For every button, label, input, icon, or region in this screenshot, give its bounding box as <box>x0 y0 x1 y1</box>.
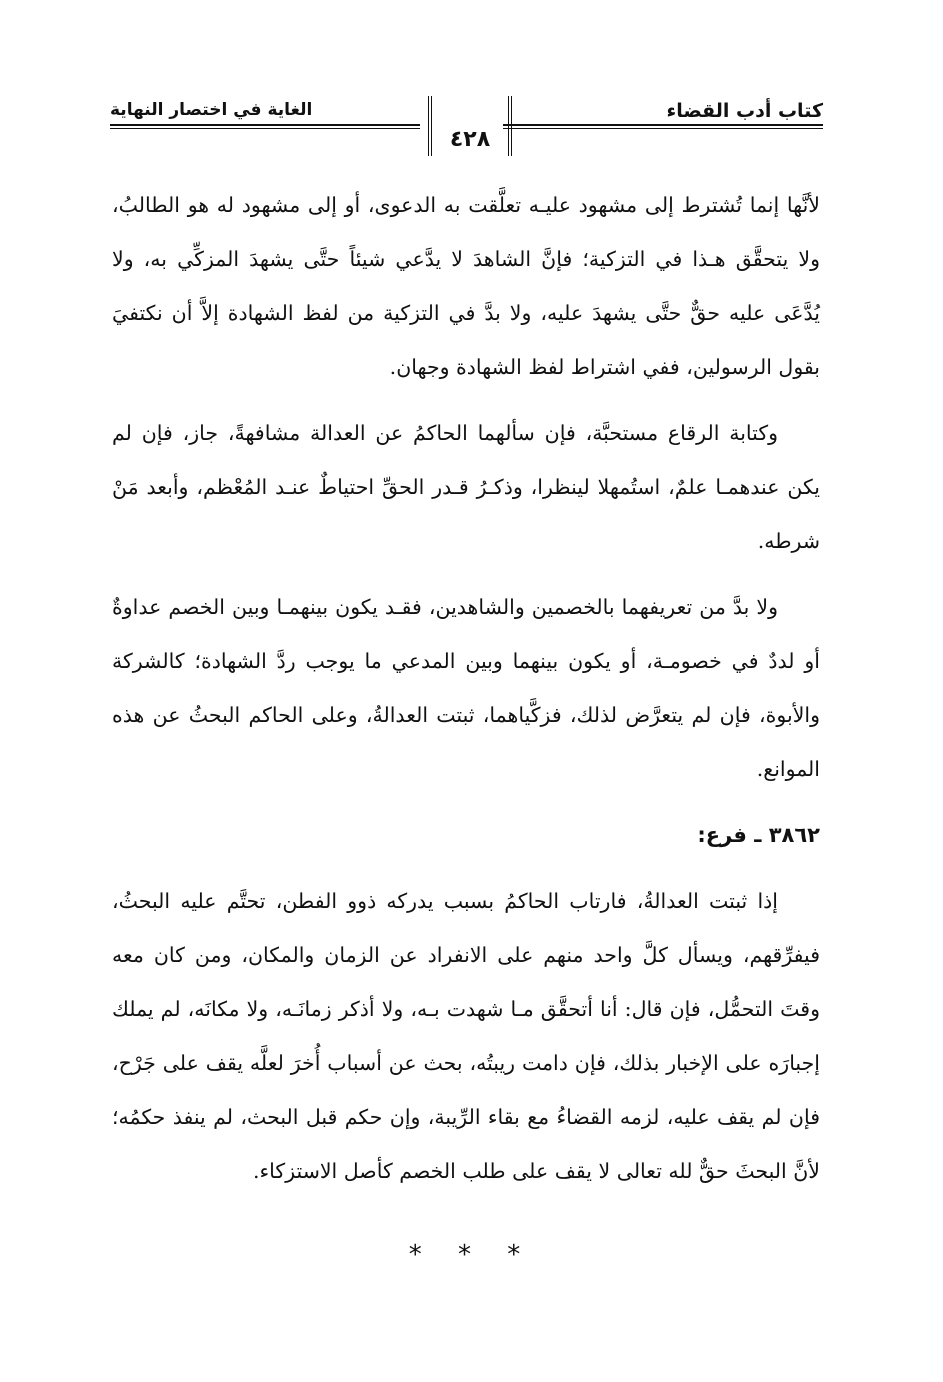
paragraph-2: وكتابة الرقاع مستحبَّة، فإن سألهما الحاكمُ عن العدالة مشافهةً، جاز، فإن لم يكن عندهمـا علمٌ، استُمهلا لينظرا، وذكـرُ قـدر الحقِّ احتياطٌ عنـد المُعْظم، وأبعد مَنْ شرطه. <box>112 421 820 553</box>
branch-heading: ٣٨٦٢ ـ فرع: <box>697 823 820 847</box>
end-marker: * * * <box>408 1240 535 1270</box>
header-rule-right <box>503 124 823 126</box>
branch-paragraph: إذا ثبتت العدالةُ، فارتاب الحاكمُ بسبب يدركه ذوو الفطن، تحتَّم عليه البحثُ، فيفرِّقهم، ويسأل كلَّ واحد منهم على الانفراد عن الزمان والمكان، ومن كان معه وقتَ التحمُّل، فإن قال: أنا أتحقَّق مـا شهدت بـه، ولا أذكر زمانَـه، ولا مكانَه، لم يملك إجبارَه على الإخبار بذلك، فإن دامت ريبتُه، بحث عن أسباب أُخرَ لعلَّه يقف على جَرْح، فإن لم يقف عليه، لزمه القضاءُ مع بقاء الرِّيبة، وإن حكم قبل البحث، لم ينفذ حكمُه؛ لأنَّ البحثَ حقٌّ لله تعالى لا يقف على طلب الخصم كأصل الاستزكاء. <box>112 889 820 1183</box>
book-title: الغاية في اختصار النهاية <box>110 100 313 120</box>
paragraph-3: ولا بدَّ من تعريفهما بالخصمين والشاهدين، فقـد يكون بينهمـا وبين الخصم عداوةٌ أو لددٌ في خصومـة، أو يكون بينهما وبين المدعي ما يوجب ردَّ الشهادة؛ كالشركة والأبوة، فإن لم يتعرَّض لذلك، فزكَّياهما، ثبتت العدالةُ، وعلى الحاكم البحثُ عن هذه الموانع. <box>112 595 820 781</box>
header-rule-left <box>110 124 420 126</box>
page-body <box>112 178 820 1210</box>
paragraph-1: لأنَّها إنما تُشترط إلى مشهود عليـه تعلَّقت به الدعوى، أو إلى مشهود له هو الطالبُ، ولا يتحقَّق هـذا في التزكية؛ فإنَّ الشاهدَ لا يدَّعي شيئاً حتَّى يشهدَ المزكِّي به، ولا يُدَّعَى عليه حقٌّ حتَّى يشهدَ عليه، ولا بدَّ في التزكية من لفظ الشهادة إلاَّ أن نكتفيَ بقول الرسولين، ففي اشتراط لفظ الشهادة وجهان. <box>112 193 820 379</box>
page-number-frame <box>428 96 512 156</box>
book-section-title: كتاب أدب القضاء <box>666 100 823 122</box>
page-header <box>110 88 823 168</box>
header-rule-left-thin <box>110 128 420 129</box>
header-rule-right-thin <box>503 128 823 129</box>
page-number: ٤٢٨ <box>449 127 491 152</box>
